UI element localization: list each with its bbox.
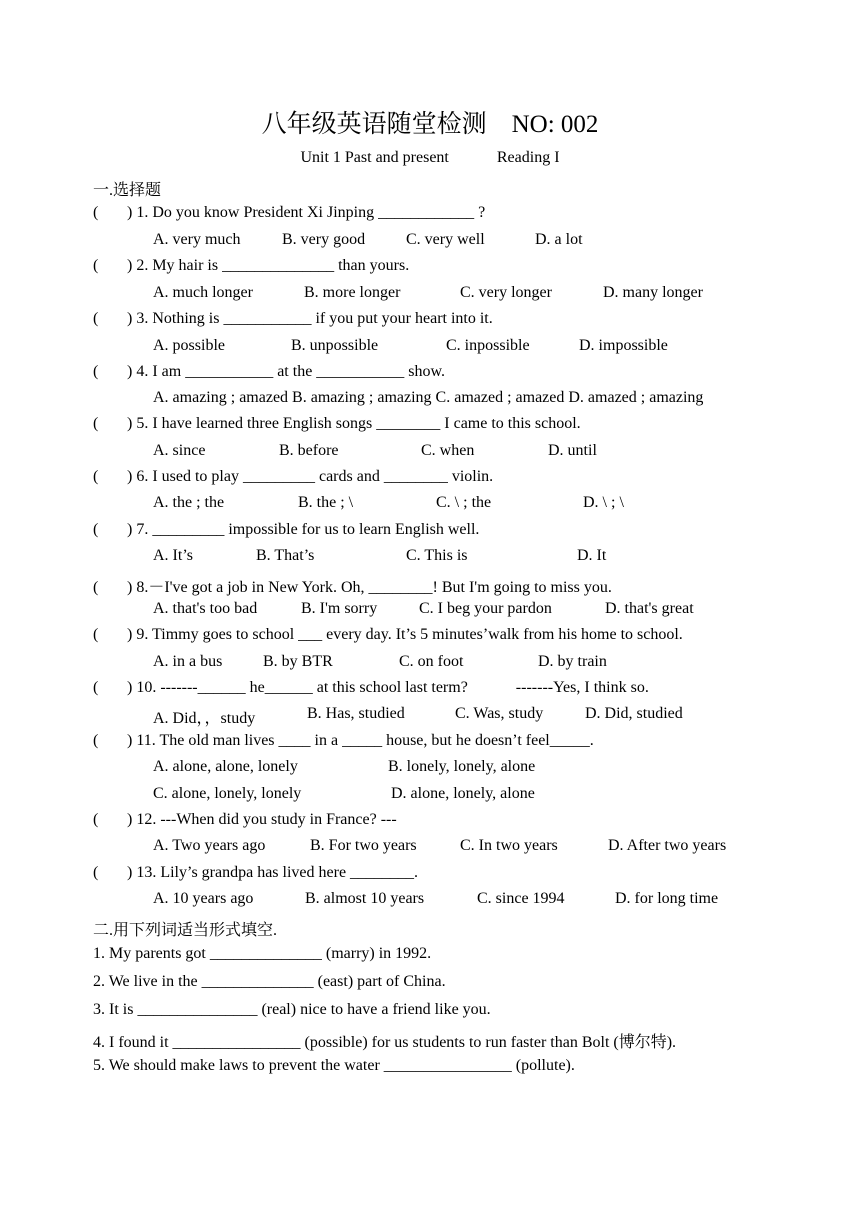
question-8 <box>93 574 612 597</box>
option-c: C. I beg your pardon <box>419 600 552 617</box>
fill-item-1: 1. My parents got ______________ (marry) in 1992. <box>93 945 432 962</box>
option-c: C. \ ; the <box>436 494 492 511</box>
answer-paren: ( <box>93 204 99 221</box>
option-c: C. alone, lonely, lonely <box>153 785 302 802</box>
option-d: D. that's great <box>605 600 694 617</box>
option-b: B. That’s <box>256 547 315 564</box>
option-c: C. inpossible <box>446 337 530 354</box>
answer-paren: ( <box>93 310 99 327</box>
option-a: A. the ; the <box>153 494 225 511</box>
option-a: A. 10 years ago <box>153 890 254 907</box>
question-stem: ) 8.－I've got a job in New York. Oh, ________! But I'm going to miss you. <box>127 579 612 596</box>
answer-paren: ( <box>93 415 99 432</box>
option-b: B. more longer <box>304 284 401 301</box>
option-d: D. a lot <box>535 231 583 248</box>
option-a: A. alone, alone, lonely <box>153 758 298 775</box>
option-a: A. in a bus <box>153 653 223 670</box>
page-subtitle: Unit 1 Past and present Reading I <box>300 149 560 166</box>
option-a: A. very much <box>153 231 241 248</box>
answer-paren: ( <box>93 363 99 380</box>
question-2 <box>93 257 409 275</box>
option-d: D. until <box>548 442 597 459</box>
option-b: B. For two years <box>310 837 417 854</box>
question-stem: ) 7. _________ impossible for us to learn English well. <box>127 521 480 538</box>
option-a: A. possible <box>153 337 225 354</box>
fill-item-2: 2. We live in the ______________ (east) part of China. <box>93 973 446 990</box>
option-d: D. by train <box>538 653 607 670</box>
answer-paren: ( <box>93 626 99 643</box>
options-combined: A. amazing ; amazed B. amazing ; amazing C. amazed ; amazed D. amazed ; amazing <box>153 389 704 406</box>
section-2-heading: 二.用下列词适当形式填空. <box>93 922 278 939</box>
question-stem: ) 12. ---When did you study in France? --- <box>127 811 397 828</box>
question-12 <box>93 811 397 829</box>
option-b: B. the ; \ <box>298 494 354 511</box>
option-b: B. Has, studied <box>307 705 405 722</box>
question-stem: ) 2. My hair is ______________ than yours. <box>127 257 410 274</box>
option-d: D. impossible <box>579 337 668 354</box>
answer-paren: ( <box>93 521 99 538</box>
option-d: D. Did, studied <box>585 705 683 722</box>
option-d: D. After two years <box>608 837 727 854</box>
question-9 <box>93 626 683 644</box>
answer-paren: ( <box>93 257 99 274</box>
question-6 <box>93 468 493 486</box>
option-a: A. since <box>153 442 206 459</box>
answer-paren: ( <box>93 811 99 828</box>
fill-item-4: 4. I found it ________________ (possible) for us students to run faster than Bolt (博尔特). <box>93 1034 677 1051</box>
answer-paren: ( <box>93 679 99 696</box>
option-d: D. many longer <box>603 284 703 301</box>
option-d: D. It <box>577 547 607 564</box>
option-c: C. since 1994 <box>477 890 565 907</box>
question-stem: ) 13. Lily’s grandpa has lived here ________. <box>127 864 419 881</box>
question-stem: ) 5. I have learned three English songs ________ I came to this school. <box>127 415 581 432</box>
question-7 <box>93 521 479 539</box>
option-b: B. by BTR <box>263 653 333 670</box>
question-stem: ) 4. I am ___________ at the ___________ show. <box>127 363 446 380</box>
fill-item-3: 3. It is _______________ (real) nice to have a friend like you. <box>93 1001 491 1018</box>
answer-paren: ( <box>93 468 99 485</box>
answer-paren: ( <box>93 579 99 596</box>
answer-paren: ( <box>93 864 99 881</box>
option-b: B. before <box>279 442 339 459</box>
option-a: A. It’s <box>153 547 193 564</box>
option-c: C. very longer <box>460 284 552 301</box>
option-c: C. Was, study <box>455 705 544 722</box>
option-b: B. lonely, lonely, alone <box>388 758 536 775</box>
option-a: A. much longer <box>153 284 253 301</box>
page-title: 八年级英语随堂检测 NO: 002 <box>261 111 599 138</box>
question-13 <box>93 864 418 882</box>
question-stem: ) 10. -------______ he______ at this school last term? -------Yes, I think so. <box>127 679 649 696</box>
question-10 <box>93 679 649 697</box>
option-d: D. alone, lonely, alone <box>391 785 535 802</box>
option-b: B. unpossible <box>291 337 379 354</box>
option-d: D. \ ; \ <box>583 494 624 511</box>
question-3 <box>93 310 493 328</box>
option-c: C. This is <box>406 547 468 564</box>
option-c: C. very well <box>406 231 485 248</box>
fill-item-5: 5. We should make laws to prevent the water ________________ (pollute). <box>93 1057 575 1074</box>
question-stem: ) 3. Nothing is ___________ if you put your heart into it. <box>127 310 493 327</box>
question-4 <box>93 363 445 381</box>
question-11 <box>93 732 594 750</box>
question-stem: ) 1. Do you know President Xi Jinping ____________ ? <box>127 204 486 221</box>
option-d: D. for long time <box>615 890 719 907</box>
section-1-heading: 一.选择题 <box>93 182 162 199</box>
question-5 <box>93 415 581 433</box>
option-c: C. In two years <box>460 837 558 854</box>
answer-paren: ( <box>93 732 99 749</box>
option-c: C. on foot <box>399 653 464 670</box>
option-c: C. when <box>421 442 475 459</box>
question-stem: ) 6. I used to play _________ cards and ________ violin. <box>127 468 494 485</box>
question-stem: ) 9. Timmy goes to school ___ every day. It’s 5 minutes’walk from his home to school. <box>127 626 683 643</box>
option-b: B. almost 10 years <box>305 890 425 907</box>
option-b: B. I'm sorry <box>301 600 378 617</box>
option-b: B. very good <box>282 231 366 248</box>
question-stem: ) 11. The old man lives ____ in a _____ house, but he doesn’t feel_____. <box>127 732 594 749</box>
question-1 <box>93 204 485 222</box>
option-a: A. Two years ago <box>153 837 266 854</box>
option-a: A. that's too bad <box>153 600 258 617</box>
option-a: A. Did，，study <box>153 710 256 727</box>
